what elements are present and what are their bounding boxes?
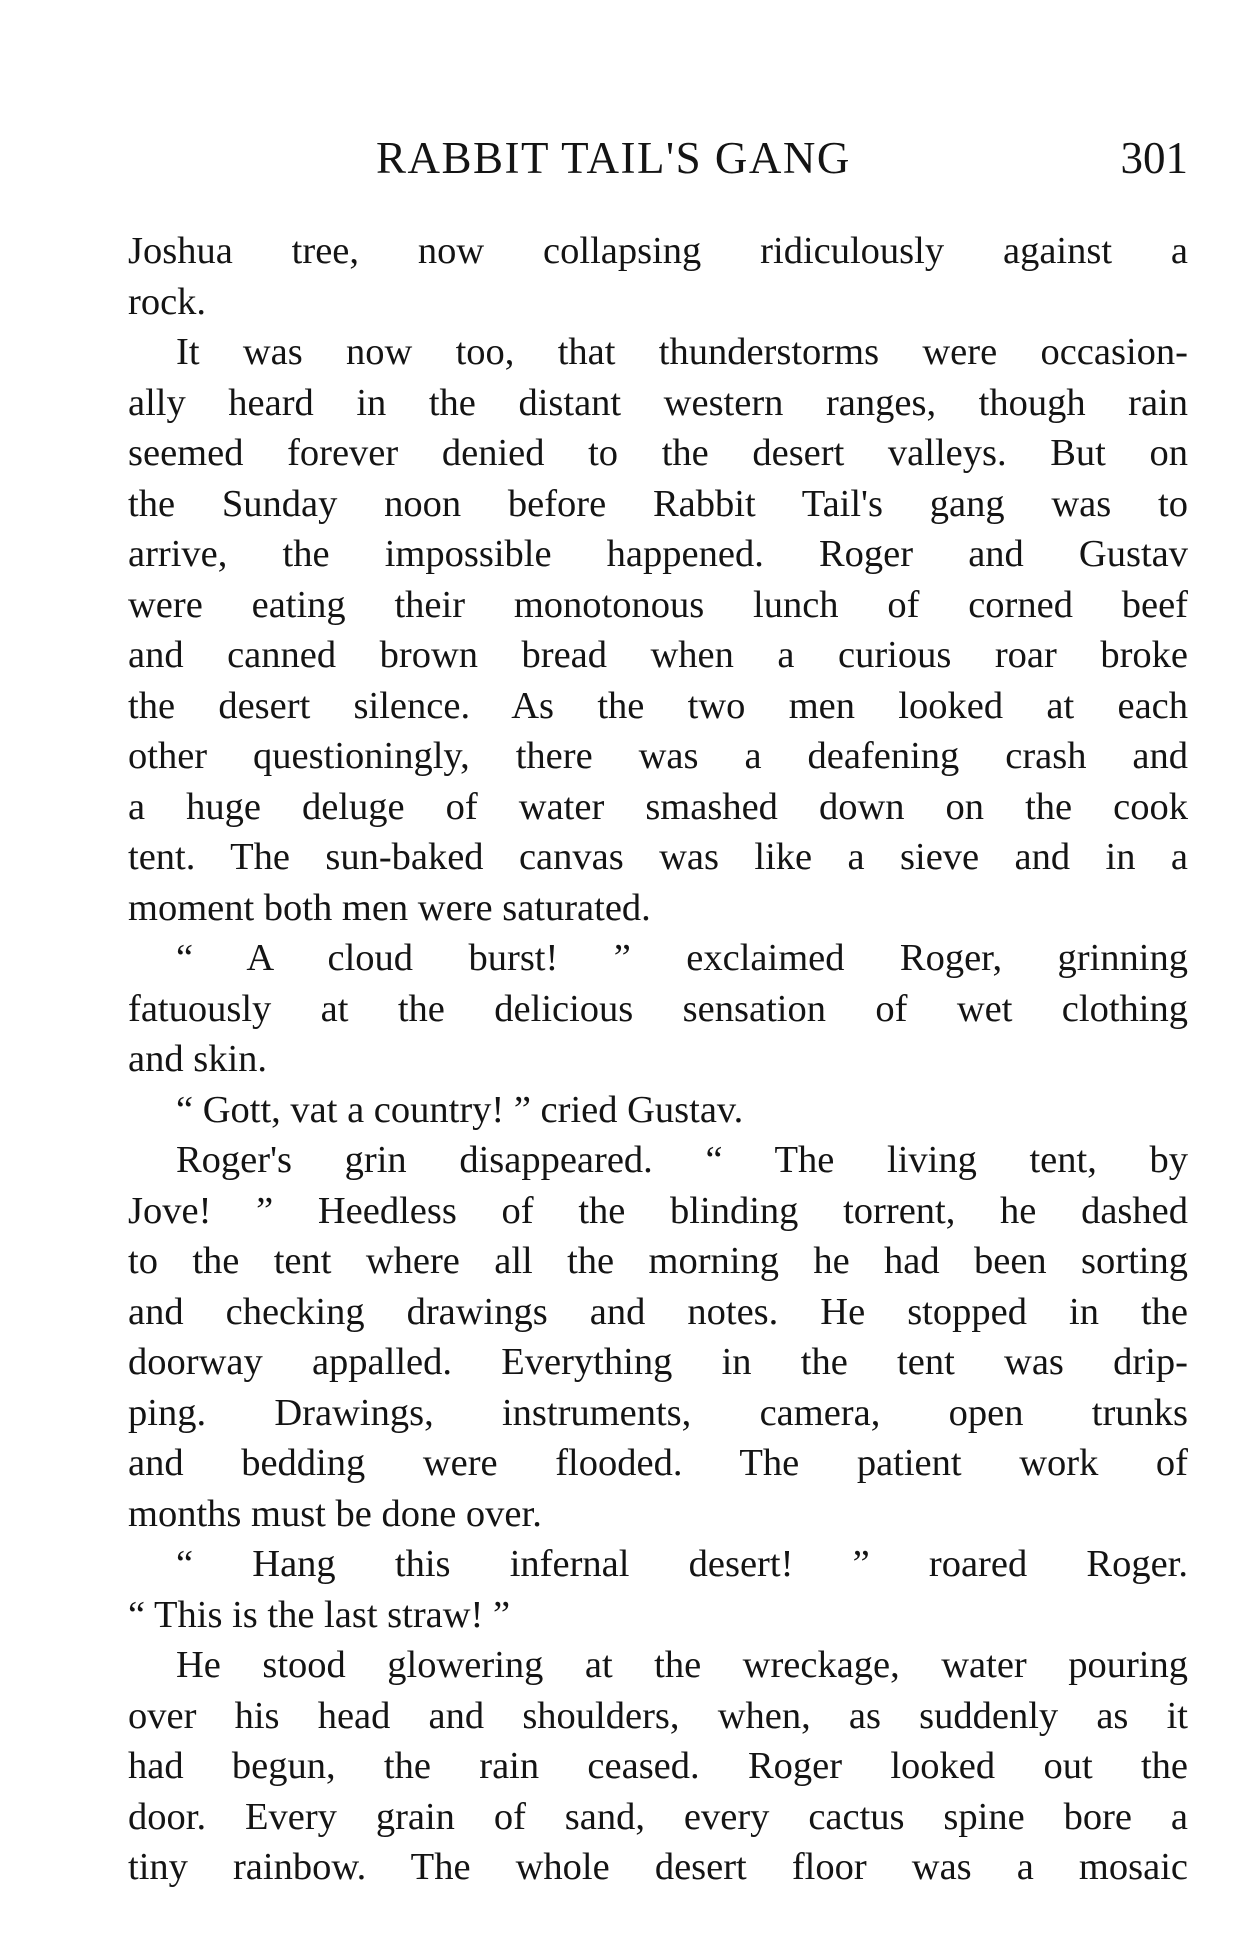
text-line: to the tent where all the morning he had been sorting [128, 1240, 1188, 1282]
text-line: and bedding were flooded. The patient work of [128, 1442, 1188, 1484]
text-line: tiny rainbow. The whole desert floor was a mosaic [128, 1846, 1188, 1888]
text-line: over his head and shoulders, when, as suddenly as it [128, 1694, 1188, 1737]
text-line: the Sunday noon before Rabbit Tail's gang was to [128, 482, 1188, 525]
running-title: RABBIT TAIL'S GANG [376, 133, 851, 183]
text-line: Jove! ” Heedless of the blinding torrent, he dashed [128, 1189, 1188, 1232]
text-line: arrive, the impossible happened. Roger and Gustav [128, 533, 1188, 575]
text-line: Joshua tree, now collapsing ridiculously against a [128, 230, 1188, 272]
text-line: “ Hang this infernal desert! ” roared Roger. [176, 1543, 1188, 1585]
text-line: fatuously at the delicious sensation of wet clothing [128, 987, 1188, 1030]
text-line: doorway appalled. Everything in the tent was drip- [128, 1341, 1188, 1383]
text-line: “ This is the last straw! ” [128, 1593, 511, 1636]
text-line: and canned brown bread when a curious roar broke [128, 634, 1188, 676]
text-line: the desert silence. As the two men looked at each [128, 684, 1188, 727]
text-line: seemed forever denied to the desert valleys. But on [128, 432, 1188, 474]
text-line: had begun, the rain ceased. Roger looked out the [128, 1745, 1188, 1787]
text-line: “ A cloud burst! ” exclaimed Roger, grinning [176, 937, 1188, 979]
text-line: a huge deluge of water smashed down on the cook [128, 785, 1188, 828]
text-line: ally heard in the distant western ranges, though rain [128, 381, 1188, 424]
text-line: Roger's grin disappeared. “ The living tent, by [176, 1139, 1188, 1181]
body-text [128, 226, 1188, 1893]
text-line: tent. The sun-baked canvas was like a sieve and in a [128, 836, 1188, 878]
page-number: 301 [1120, 133, 1188, 183]
text-line: “ Gott, vat a country! ” cried Gustav. [176, 1088, 744, 1131]
text-line: It was now too, that thunderstorms were occasion- [176, 331, 1188, 373]
text-line: He stood glowering at the wreckage, water pouring [176, 1644, 1188, 1686]
text-line: were eating their monotonous lunch of corned beef [128, 583, 1188, 626]
text-line: rock. [128, 280, 207, 323]
text-line: moment both men were saturated. [128, 886, 651, 929]
text-line: and skin. [128, 1038, 268, 1080]
text-line: months must be done over. [128, 1492, 542, 1535]
text-line: ping. Drawings, instruments, camera, open trunks [128, 1391, 1188, 1434]
text-line: door. Every grain of sand, every cactus spine bore a [128, 1795, 1188, 1838]
text-line: other questioningly, there was a deafening crash and [128, 735, 1188, 777]
running-head [128, 128, 1188, 188]
text-line: and checking drawings and notes. He stopped in the [128, 1290, 1188, 1333]
